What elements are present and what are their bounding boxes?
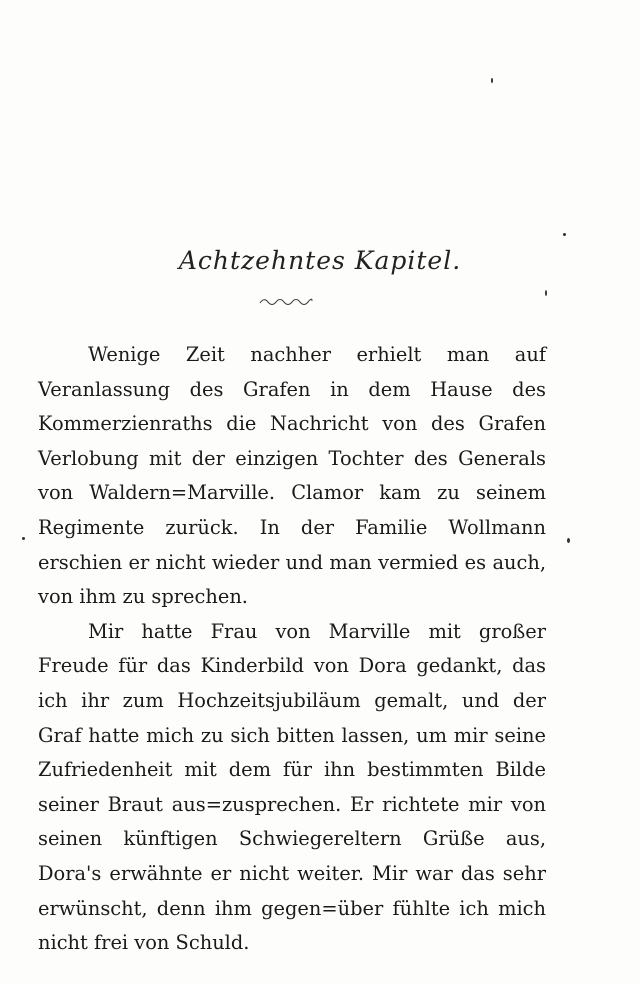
ornament-flourish-icon <box>258 294 314 308</box>
scan-speck <box>22 537 25 540</box>
body-text <box>38 338 546 961</box>
paragraph-1: Wenige Zeit nachher erhielt man auf Veranlassung des Grafen in dem Hause des Kommerzienraths die Nachricht von des Grafen Verlobung mit der einzigen Tochter des Generals von Waldern=Marville. Clamor kam zu seinem Regimente zurück. In der Familie Wollmann erschien er nicht wieder und man vermied es auch, von ihm zu sprechen. <box>38 343 546 609</box>
scan-speck <box>563 233 566 236</box>
chapter-title: Achtzehntes Kapitel. <box>178 246 462 275</box>
paragraph-2: Mir hatte Frau von Marville mit großer Freude für das Kinderbild von Dora gedankt, das ich ihr zum Hochzeitsjubiläum gemalt, und der Graf hatte mich zu sich bitten lassen, um mir seine Zufriedenheit mit dem für ihn bestimmten Bilde seiner Braut aus=zusprechen. Er richtete mir von seinen künftigen Schwiegereltern Grüße aus, Dora's erwähnte er nicht weiter. Mir war das sehr erwünscht, denn ihm gegen=über fühlte ich mich nicht frei von Schuld. <box>38 619 546 955</box>
scan-speck <box>545 290 547 296</box>
scan-speck <box>567 538 570 543</box>
scan-speck <box>491 78 493 83</box>
